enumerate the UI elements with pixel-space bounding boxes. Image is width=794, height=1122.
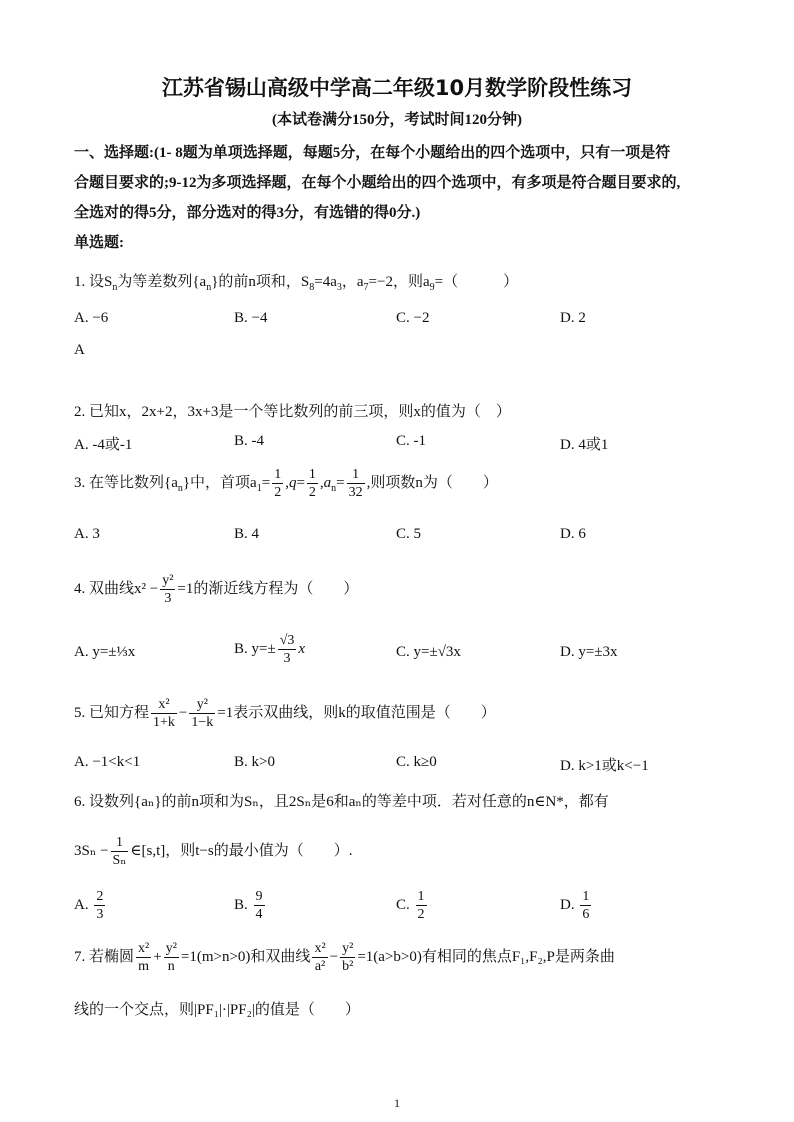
q1-sub-8: 8: [309, 282, 315, 293]
section-instructions: [74, 138, 724, 258]
question-3: 3. 在等比数列$\{a_n\}$中，首项$a_1=$ $\frac{1}{2}$ ,q= $\frac{1}{2}$ $,a_n=$ $\frac{1}{32}$ ,则项数n为（ ）: [74, 467, 498, 500]
q6-option-d-frac: $\frac{1}{6}$: [582, 889, 590, 922]
q1-text-5: ，a: [341, 274, 364, 290]
question-7-line-2: 线的一个交点，则|PF₁|·|PF₂|的值是（ ）: [74, 1002, 360, 1018]
q2-option-d[interactable]: D. 4或1: [560, 437, 609, 453]
question-5: 5. 已知方程 $\frac{\text{x²}}{1+k}$ − $\frac{\text{y²}}{1-k}$ =1表示双曲线，则k的取值范围是（ ）: [74, 697, 496, 730]
q1-option-c[interactable]: C. −2: [396, 310, 430, 326]
q4-option-b-frac: $\frac{√3}{3}$: [279, 633, 295, 666]
q3-frac-q: $\frac{1}{2}$: [308, 467, 316, 500]
q3-option-d[interactable]: D. 6: [560, 526, 586, 542]
page-number: 1: [394, 1096, 400, 1110]
q1-text-7: =（ ）: [434, 274, 519, 290]
q6-option-a-label: A.: [74, 896, 89, 913]
q5-text-post: =1表示双曲线，则k的取值范围是（ ）: [217, 704, 496, 721]
instruction-line-3: 全选对的得5分，部分选对的得3分，有选错的得0分.): [74, 205, 421, 221]
q7-frac-4: $\frac{\text{y²}}{\text{b²}}$: [342, 941, 354, 974]
q3-sub-n: n: [177, 482, 183, 494]
question-6-line-1: 6. 设数列{aₙ}的前n项和为Sₙ，且2Sₙ是6和aₙ的等差中项．若对任意的n∈N*，都有: [74, 794, 609, 810]
q6-option-a-frac: $\frac{2}{3}$: [96, 889, 104, 922]
q7-text-a: 7. 若椭圆: [74, 948, 135, 965]
q7-frac-1: $\frac{\text{x²}}{m}$: [138, 941, 150, 974]
q6-option-b-frac: $\frac{9}{4}$: [255, 889, 263, 922]
q5-text-pre: 5. 已知方程: [74, 704, 150, 721]
question-7-line-1: 7. 若椭圆 $\frac{\text{x²}}{m}$ + $\frac{\text{y²}}{n}$ =1(m>n>0)和双曲线 $\frac{\text{x²}}{\text{a²}}$ − $\frac{\text{y²}}{\text{b²}}$ =1(a>b>0)有相同的焦点F₁,F₂,P是两条曲: [74, 941, 615, 974]
exam-info: (本试卷满分150分，考试时间120分钟): [272, 112, 522, 128]
q1-sub-n2: n: [206, 282, 212, 293]
q3-option-b[interactable]: B. 4: [234, 526, 260, 542]
instruction-line-2: 合题目要求的;9-12为多项选择题，在每个小题给出的四个选项中，有多项是符合题目要求的,: [74, 175, 681, 191]
q1-text-4: =4a: [314, 274, 337, 290]
q1-sub-3: 3: [336, 282, 342, 293]
q6-option-c[interactable]: [396, 888, 429, 923]
q3-frac-an: $\frac{1}{32}$: [348, 467, 363, 500]
q4-frac: $\frac{\text{y²}}{3}$: [162, 573, 174, 606]
q1-sub-7: 7: [363, 282, 369, 293]
q4-option-c[interactable]: C. y=±√3x: [396, 644, 461, 660]
q5-option-b[interactable]: B. k>0: [234, 754, 275, 770]
q3-option-c[interactable]: C. 5: [396, 526, 422, 542]
q2-option-b[interactable]: B. -4: [234, 433, 264, 449]
q7-frac-2: $\frac{\text{y²}}{n}$: [165, 941, 177, 974]
q4-option-b[interactable]: B. y=± $\frac{√3}{3}$ x: [234, 633, 306, 666]
q4-text-post: =1的渐近线方程为（ ）: [177, 580, 359, 597]
question-1: [74, 270, 518, 293]
q1-sub-n: n: [112, 282, 118, 293]
q7-frac-3: $\frac{\text{x²}}{\text{a²}}$: [314, 941, 326, 974]
section-label: 单选题:: [74, 235, 124, 251]
q6-option-c-label: C.: [396, 896, 410, 913]
question-6-line-2: [74, 834, 352, 869]
q6-frac: $\frac{1}{\text{Sₙ}}$: [112, 835, 127, 868]
q3-text-post: ,则项数n为（ ）: [366, 474, 498, 491]
q3-text-pre: 3. 在等比数列{a: [74, 474, 178, 491]
question-2: 2. 已知x，2x+2，3x+3是一个等比数列的前三项，则x的值为（ ）: [74, 404, 511, 420]
q5-frac-2: $\frac{\text{y²}}{1-k}$: [191, 697, 214, 730]
q5-option-c[interactable]: C. k≥0: [396, 754, 437, 770]
q1-text-6: =−2，则a: [368, 274, 430, 290]
q7-text-b: =1(m>n>0)和双曲线: [180, 948, 311, 965]
q2-option-c[interactable]: C. -1: [396, 433, 426, 449]
q6-option-d-label: D.: [560, 896, 575, 913]
q6-option-c-frac: $\frac{1}{2}$: [417, 889, 425, 922]
q6-option-a[interactable]: [74, 888, 107, 923]
q1-answer: A: [74, 342, 85, 358]
q1-sub-9: 9: [429, 282, 435, 293]
q4-option-a[interactable]: A. y=±⅓x: [74, 644, 136, 660]
q3-sub-1: 1: [256, 482, 262, 494]
q6-option-b-label: B.: [234, 896, 248, 913]
q5-frac-1: $\frac{\text{x²}}{1+k}$: [153, 697, 175, 730]
page-title: 江苏省锡山高级中学高二年级10月数学阶段性练习: [161, 76, 633, 100]
q1-text: 1. 设S: [74, 274, 113, 290]
q6-option-b[interactable]: [234, 888, 267, 923]
q3-frac-a1: $\frac{1}{2}$: [274, 467, 282, 500]
q1-option-a[interactable]: A. −6: [74, 310, 109, 326]
question-4: [74, 572, 358, 607]
q6-text-pre: 3Sₙ −: [74, 842, 109, 859]
q4-text-pre: 4. 双曲线x² −: [74, 580, 159, 597]
q2-option-a[interactable]: A. -4或-1: [74, 437, 133, 453]
q6-option-d[interactable]: [560, 888, 593, 923]
q4-option-b-text: B. y=±: [234, 640, 276, 657]
q1-text-2: 为等差数列{a: [117, 274, 207, 290]
q1-option-b[interactable]: B. −4: [234, 310, 268, 326]
q1-text-3: }的前n项和，S: [211, 274, 310, 290]
q3-text-mid: }中，首项a: [182, 474, 257, 491]
q1-option-d[interactable]: D. 2: [560, 310, 586, 326]
instruction-line-1: 一、选择题:(1- 8题为单项选择题，每题5分，在每个小题给出的四个选项中，只有一项是符: [74, 145, 671, 161]
q5-option-d[interactable]: D. k>1或k<−1: [560, 758, 649, 774]
q6-text-post: ∈[s,t]，则t−s的最小值为（ ）.: [130, 842, 353, 859]
q4-option-d[interactable]: D. y=±3x: [560, 644, 618, 660]
q5-option-a[interactable]: A. −1<k<1: [74, 754, 141, 770]
q7-text-c: =1(a>b>0)有相同的焦点F₁,F₂,P是两条曲: [357, 948, 615, 965]
q3-option-a[interactable]: A. 3: [74, 526, 100, 542]
